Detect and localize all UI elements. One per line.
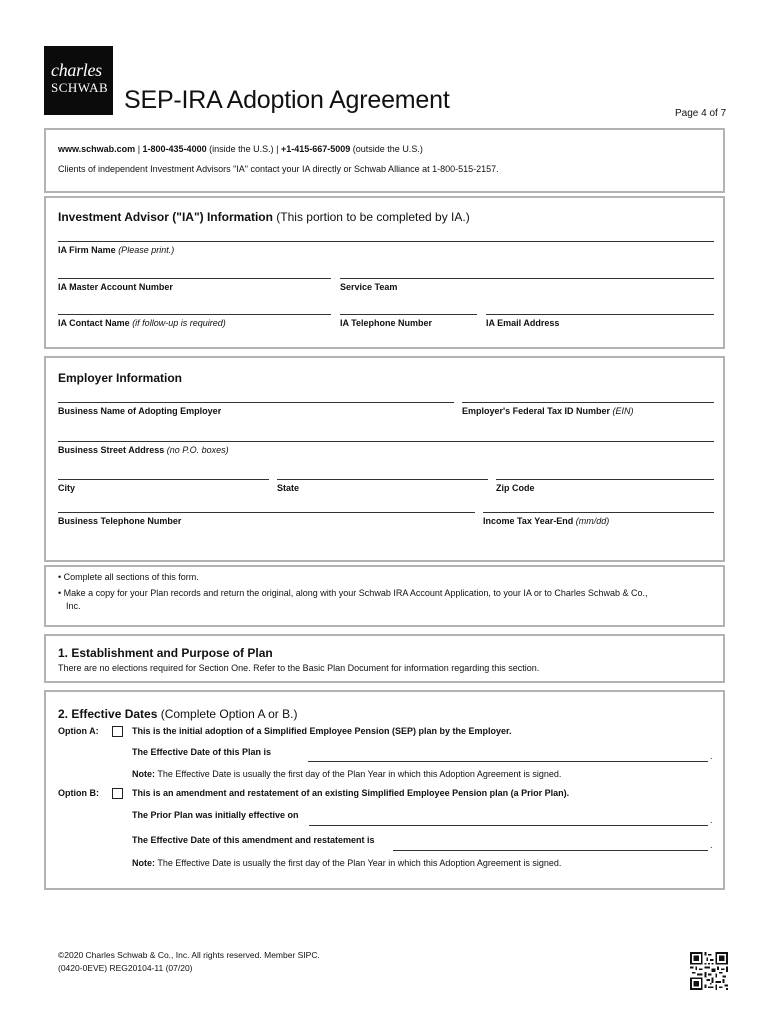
zip-field[interactable] xyxy=(496,479,714,480)
prior-plan-date-field[interactable] xyxy=(309,825,708,826)
employer-info-section xyxy=(44,356,725,562)
state-field[interactable] xyxy=(277,479,488,480)
ia-master-account-label: IA Master Account Number xyxy=(58,282,173,292)
business-phone-label: Business Telephone Number xyxy=(58,516,182,526)
amend-date-field[interactable] xyxy=(393,850,708,851)
ia-telephone-field[interactable] xyxy=(340,314,477,315)
ia-master-account-field[interactable] xyxy=(58,278,331,279)
section-1-text: There are no elections required for Section One. Refer to the Basic Plan Document for information regarding this section. xyxy=(58,663,540,673)
qr-code-icon xyxy=(690,952,728,990)
service-team-field[interactable] xyxy=(340,278,714,279)
option-a-label: Option A: xyxy=(58,726,99,736)
option-a-checkbox[interactable] xyxy=(112,726,123,737)
section-1-heading: 1. Establishment and Purpose of Plan xyxy=(58,646,273,660)
tax-year-end-field[interactable] xyxy=(483,512,714,513)
option-b-text: This is an amendment and restatement of an existing Simplified Employee Pension plan (a Prior Plan). xyxy=(132,788,570,798)
business-phone-field[interactable] xyxy=(58,512,475,513)
footer-code: (0420-0EVE) REG20104-11 (07/20) xyxy=(58,963,193,973)
ia-firm-name-label: IA Firm Name (Please print.) xyxy=(58,245,175,255)
prior-plan-label: The Prior Plan was initially effective on xyxy=(132,810,299,820)
section-2 xyxy=(44,690,725,890)
period-1: . xyxy=(710,751,713,761)
website-link[interactable]: www.schwab.com xyxy=(58,144,136,154)
phone-intl: +1-415-667-5009 xyxy=(280,144,351,154)
page-title: SEP-IRA Adoption Agreement xyxy=(124,86,450,114)
section-1 xyxy=(44,634,725,683)
footer-copyright: ©2020 Charles Schwab & Co., Inc. All rights reserved. Member SIPC. xyxy=(58,950,320,960)
effective-date-label: The Effective Date of this Plan is xyxy=(132,747,272,757)
street-address-label: Business Street Address (no P.O. boxes) xyxy=(58,445,229,455)
logo-line2: SCHWAB xyxy=(51,80,109,95)
contact-line2: Clients of independent Investment Advisors "IA" contact your IA directly or Schwab Alliance at 1-800-515-2157. xyxy=(58,164,499,174)
page-number: Page 4 of 7 xyxy=(675,108,727,119)
schwab-logo xyxy=(44,46,113,115)
logo-line1: charles xyxy=(51,60,102,80)
ia-contact-name-label: IA Contact Name (if follow-up is required) xyxy=(58,318,226,328)
option-b-label: Option B: xyxy=(58,788,99,798)
option-a-text: This is the initial adoption of a Simplified Employee Pension (SEP) plan by the Employer. xyxy=(132,726,512,736)
note-b: Note: The Effective Date is usually the first day of the Plan Year in which this Adoption Agreement is signed. xyxy=(132,858,562,868)
instruction-2: • Make a copy for your Plan records and return the original, along with your Schwab IRA Account Application, to your IA or to Charles Schwab & Co., xyxy=(58,588,648,598)
ein-label: Employer's Federal Tax ID Number (EIN) xyxy=(462,406,634,416)
ia-email-field[interactable] xyxy=(486,314,714,315)
employer-heading: Employer Information xyxy=(58,371,183,385)
tax-year-end-label: Income Tax Year-End (mm/dd) xyxy=(483,516,610,526)
option-b-checkbox[interactable] xyxy=(112,788,123,799)
amend-date-label: The Effective Date of this amendment and restatement is xyxy=(132,835,375,845)
ia-contact-name-field[interactable] xyxy=(58,314,331,315)
service-team-label: Service Team xyxy=(340,282,398,292)
city-label: City xyxy=(58,483,76,493)
city-field[interactable] xyxy=(58,479,269,480)
phone-us: 1-800-435-4000 xyxy=(142,144,207,154)
business-name-label: Business Name of Adopting Employer xyxy=(58,406,222,416)
street-address-field[interactable] xyxy=(58,441,714,442)
instructions-box xyxy=(44,565,725,627)
contact-box xyxy=(44,128,725,193)
effective-date-field[interactable] xyxy=(308,761,708,762)
state-label: State xyxy=(277,483,300,493)
ia-telephone-label: IA Telephone Number xyxy=(340,318,433,328)
business-name-field[interactable] xyxy=(58,402,454,403)
zip-label: Zip Code xyxy=(496,483,535,493)
note-a: Note: The Effective Date is usually the first day of the Plan Year in which this Adoption Agreement is signed. xyxy=(132,769,562,779)
ein-field[interactable] xyxy=(462,402,714,403)
instruction-2-cont: Inc. xyxy=(66,601,81,611)
ia-firm-name-field[interactable] xyxy=(58,241,714,242)
period-2: . xyxy=(710,815,713,825)
ia-info-section xyxy=(44,196,725,349)
ia-heading: Investment Advisor ("IA") Information (This portion to be completed by IA.) xyxy=(58,210,470,224)
section-2-heading: 2. Effective Dates (Complete Option A or B.) xyxy=(58,707,298,721)
instruction-1: • Complete all sections of this form. xyxy=(58,572,199,582)
ia-email-label: IA Email Address xyxy=(486,318,560,328)
contact-line1: www.schwab.com | 1-800-435-4000 (inside the U.S.) | +1-415-667-5009 (outside the U.S.) xyxy=(58,144,423,154)
period-3: . xyxy=(710,840,713,850)
